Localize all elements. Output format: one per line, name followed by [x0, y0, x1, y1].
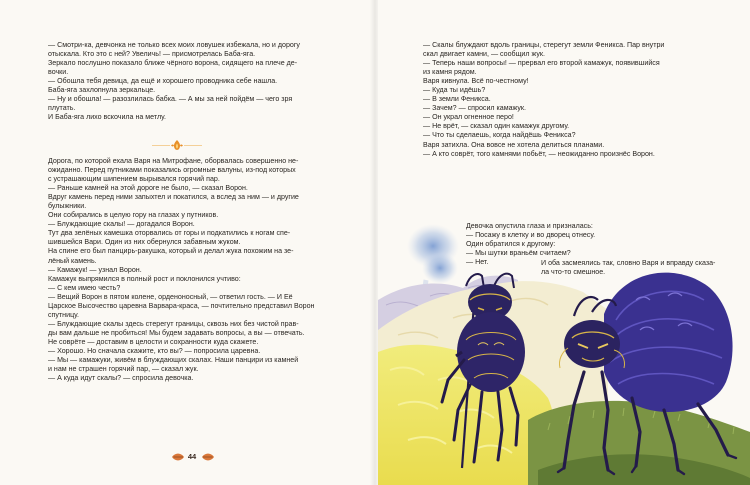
text-line: Не соврёте — доставим в целости и сохранности куда скажете.	[48, 337, 259, 346]
text-line: — Блуждающие скалы! — догадался Ворон.	[48, 220, 195, 229]
text-line: — Мы — камажуки, живём в блуждающих скалах. Наши панцири из камней	[48, 356, 299, 365]
text-line: Варя кивнула. Всё по-честному!	[423, 77, 529, 86]
text-line: Девочка опустила глаза и призналась:	[466, 222, 593, 230]
text-line: — Мы шутки враньём считаем?	[466, 249, 571, 258]
text-line: Дорога, по которой ехала Варя на Митрофане, оборвалась совершенно не-	[48, 157, 299, 165]
right-page	[378, 0, 750, 485]
text-line: Варя затихла. Она вовсе не хотела делиться планами.	[423, 140, 605, 149]
text-line: из камня рядом.	[423, 68, 477, 77]
text-line: И оба засмеялись так, словно Варя и вправду сказа-	[541, 259, 716, 267]
text-line: спутницу.	[48, 310, 79, 319]
flame-divider-icon	[150, 139, 204, 151]
text-line: лёный камень.	[48, 256, 97, 265]
left-page	[0, 0, 374, 485]
left-main-text	[48, 157, 314, 383]
text-line: — А кто соврёт, того камнями побьёт, — неожиданно произнёс Ворон.	[423, 149, 655, 158]
text-line: — Блуждающие скалы здесь стерегут границы, сквозь них без чистой прав-	[48, 319, 299, 328]
text-line: — Камажук! — узнал Ворон.	[48, 265, 142, 274]
text-line: и нам не страшен горячий пар, — сказал жук.	[48, 365, 199, 374]
right-top-text	[423, 41, 664, 159]
text-line: ожиданно. Перед путниками показались огромные валуны, из-под которых	[48, 166, 296, 175]
text-line: — Ну и обошла! — разозлилась бабка. — А мы за ней пойдём — чего зря	[48, 95, 293, 104]
text-line: Они собирались в целую гору на глазах у путников.	[48, 211, 219, 220]
text-line: — Раньше камней на этой дороге не было, — сказал Ворон.	[48, 184, 248, 193]
text-line: — Нет.	[466, 258, 489, 267]
text-line: — В земли Феникса.	[423, 95, 491, 104]
text-line: И Баба-яга лихо вскочила на метлу.	[48, 113, 166, 122]
text-line: вочки.	[48, 68, 69, 77]
text-line: Вдруг камень перед ними запыхтел и покатился, а вслед за ним — и другие	[48, 193, 299, 202]
page-number: 44	[187, 452, 197, 461]
text-line: На спине его был панцирь-ракушка, который и делал жука похожим на зе-	[48, 247, 294, 256]
text-line: Зеркало послушно показало ближе чёрного ворона, сидящего на плече де-	[48, 59, 298, 68]
text-line: отыскала. Кто это с ней? Увеличь! — присмотрелась Баба-яга.	[48, 50, 256, 59]
text-line: — Обошла тебя девица, да ещё и хорошего проводника себе нашла.	[48, 77, 278, 86]
text-line: Камажук выпрямился в полный рост и поклонился учтиво:	[48, 274, 241, 283]
text-line: — Смотри-ка, девчонка не только всех моих ловушек избежала, но и дорогу	[48, 41, 300, 49]
text-line: — С кем имею честь?	[48, 283, 121, 292]
text-line: с устрашающим шипением вырывался горячий пар.	[48, 175, 220, 184]
text-line: булыжники.	[48, 202, 87, 211]
text-line: Баба-яга захлопнула зеркальце.	[48, 86, 156, 95]
text-line: ла что-то смешное.	[541, 268, 606, 277]
text-line: скал двигает камни, — сообщил жук.	[423, 50, 545, 59]
text-line: шившейся Вари. Один из них обернулся забавным жуком.	[48, 238, 241, 247]
text-line: — Не врёт, — сказал один камажук другому.	[423, 122, 570, 131]
text-line: ды вам дальше не пробиться! Мы будем задавать вопросы, а вы — отвечать.	[48, 328, 305, 337]
text-line: — Что ты сделаешь, когда найдёшь Феникса?	[423, 131, 576, 140]
text-line: — Скалы блуждают вдоль границы, стерегут земли Феникса. Пар внутри	[423, 41, 665, 49]
text-line: — Хорошо. Но сначала скажите, кто вы? — попросила царевна.	[48, 346, 261, 355]
text-line: плутать.	[48, 104, 76, 113]
text-line: — Зачем? — спросил камажук.	[423, 104, 527, 113]
text-line: — Вещий Ворон в пятом колене, орденоносный, — ответил гость. — И Её	[48, 292, 293, 301]
right-closing-text	[541, 259, 715, 277]
text-line: — А куда идут скалы? — спросила девочка.	[48, 374, 194, 383]
left-top-text	[48, 41, 300, 122]
text-line: Один обратился к другому:	[466, 240, 556, 249]
text-line: Царское Высочество царевна Варвара-краса, — почтительно представил Ворон	[48, 301, 315, 310]
text-line: — Он украл огненное перо!	[423, 113, 514, 122]
text-line: — Посажу в клетку и во дворец отнесу.	[466, 231, 596, 240]
text-line: — Теперь наши вопросы! — прервал его второй камажук, появившийся	[423, 59, 660, 68]
text-line: — Куда ты идёшь?	[423, 86, 486, 95]
text-line: Тут два зелёных камешка оторвались от горы и подкатились к ногам спе-	[48, 229, 291, 238]
